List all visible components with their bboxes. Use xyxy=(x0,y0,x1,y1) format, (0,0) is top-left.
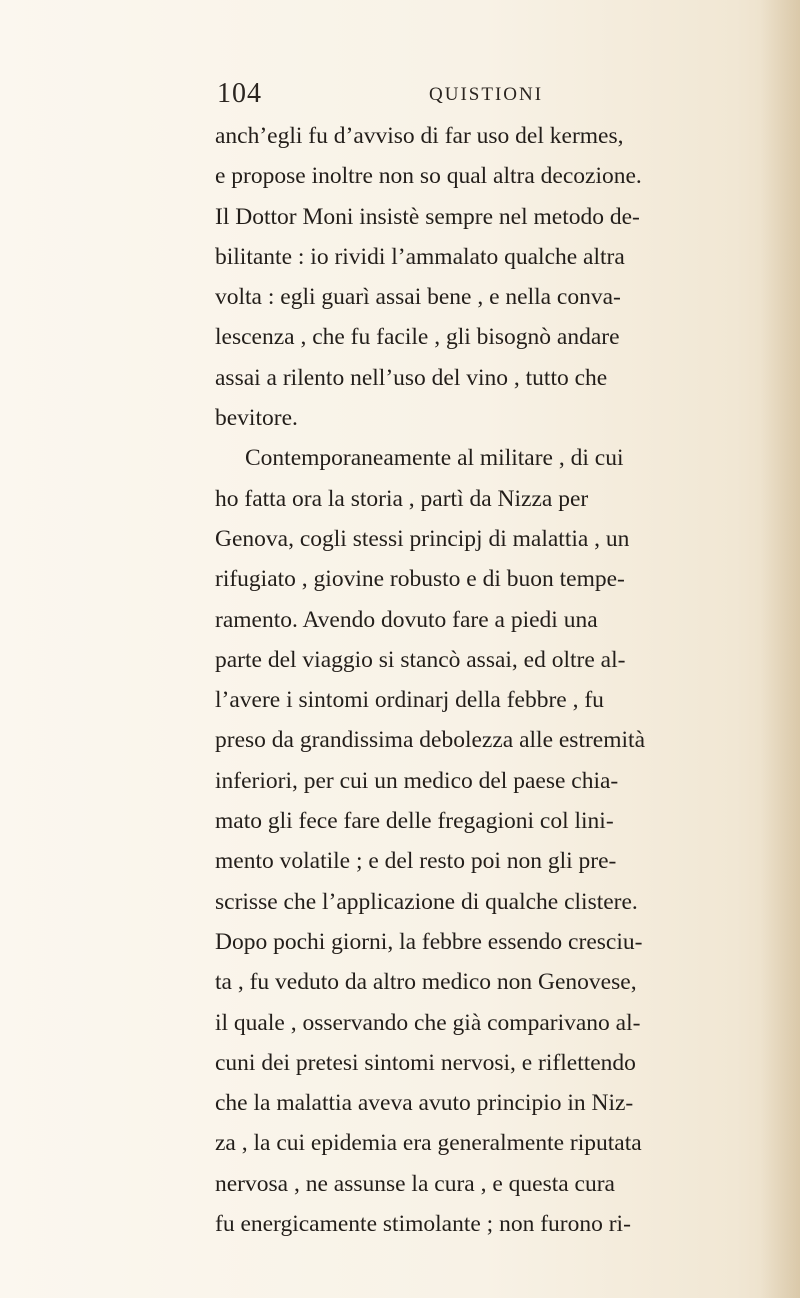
running-title: QUISTIONI xyxy=(429,84,544,105)
text-line: lescenza , che fu facile , gli bisognò andare xyxy=(215,324,620,351)
text-line: rifugiato , giovine robusto e di buon tempe- xyxy=(215,566,625,593)
text-line: anch’egli fu d’avviso di far uso del kermes, xyxy=(215,123,624,149)
running-head xyxy=(217,78,777,118)
text-line: che la malattia aveva avuto principio in Niz- xyxy=(215,1090,634,1117)
text-line: ho fatta ora la storia , partì da Nizza per xyxy=(215,485,589,512)
paragraph-start-line: Contemporaneamente al militare , di cui xyxy=(245,445,624,472)
text-line: Dopo pochi giorni, la febbre essendo cresciu- xyxy=(215,928,643,955)
page-number: 104 xyxy=(217,78,262,109)
text-line: za , la cui epidemia era generalmente riputata xyxy=(215,1130,642,1157)
text-line: bevitore. xyxy=(215,405,298,432)
text-line: e propose inoltre non so qual altra decozione. xyxy=(215,163,642,190)
text-line: preso da grandissima debolezza alle estremità xyxy=(215,727,645,754)
text-line: nervosa , ne assunse la cura , e questa cura xyxy=(215,1170,615,1197)
text-line: ta , fu veduto da altro medico non Genovese, xyxy=(215,969,637,996)
text-line: inferiori, per cui un medico del paese chia- xyxy=(215,767,619,794)
text-line: volta : egli guarì assai bene , e nella conva- xyxy=(215,284,621,311)
text-line: parte del viaggio si stancò assai, ed oltre al- xyxy=(215,646,626,673)
text-line: l’avere i sintomi ordinarj della febbre , fu xyxy=(215,687,604,714)
text-line: fu energicamente stimolante ; non furono ri- xyxy=(215,1211,631,1238)
text-line: bilitante : io rividi l’ammalato qualche altra xyxy=(215,243,625,270)
text-line: mato gli fece fare delle fregagioni col lini- xyxy=(215,808,614,835)
text-line: scrisse che l’applicazione di qualche clistere. xyxy=(215,888,638,915)
text-line: mento volatile ; e del resto poi non gli pre- xyxy=(215,848,617,875)
text-line: il quale , osservando che già comparivano al- xyxy=(215,1009,641,1036)
text-line: Il Dottor Moni insistè sempre nel metodo de- xyxy=(215,203,640,230)
text-line: ramento. Avendo dovuto fare a piedi una xyxy=(215,606,598,633)
text-line: Genova, cogli stessi principj di malattia , un xyxy=(215,525,630,552)
text-line: cuni dei pretesi sintomi nervosi, e riflettendo xyxy=(215,1049,636,1076)
body-text xyxy=(215,116,780,1244)
text-line: assai a rilento nell’uso del vino , tutto che xyxy=(215,364,608,391)
